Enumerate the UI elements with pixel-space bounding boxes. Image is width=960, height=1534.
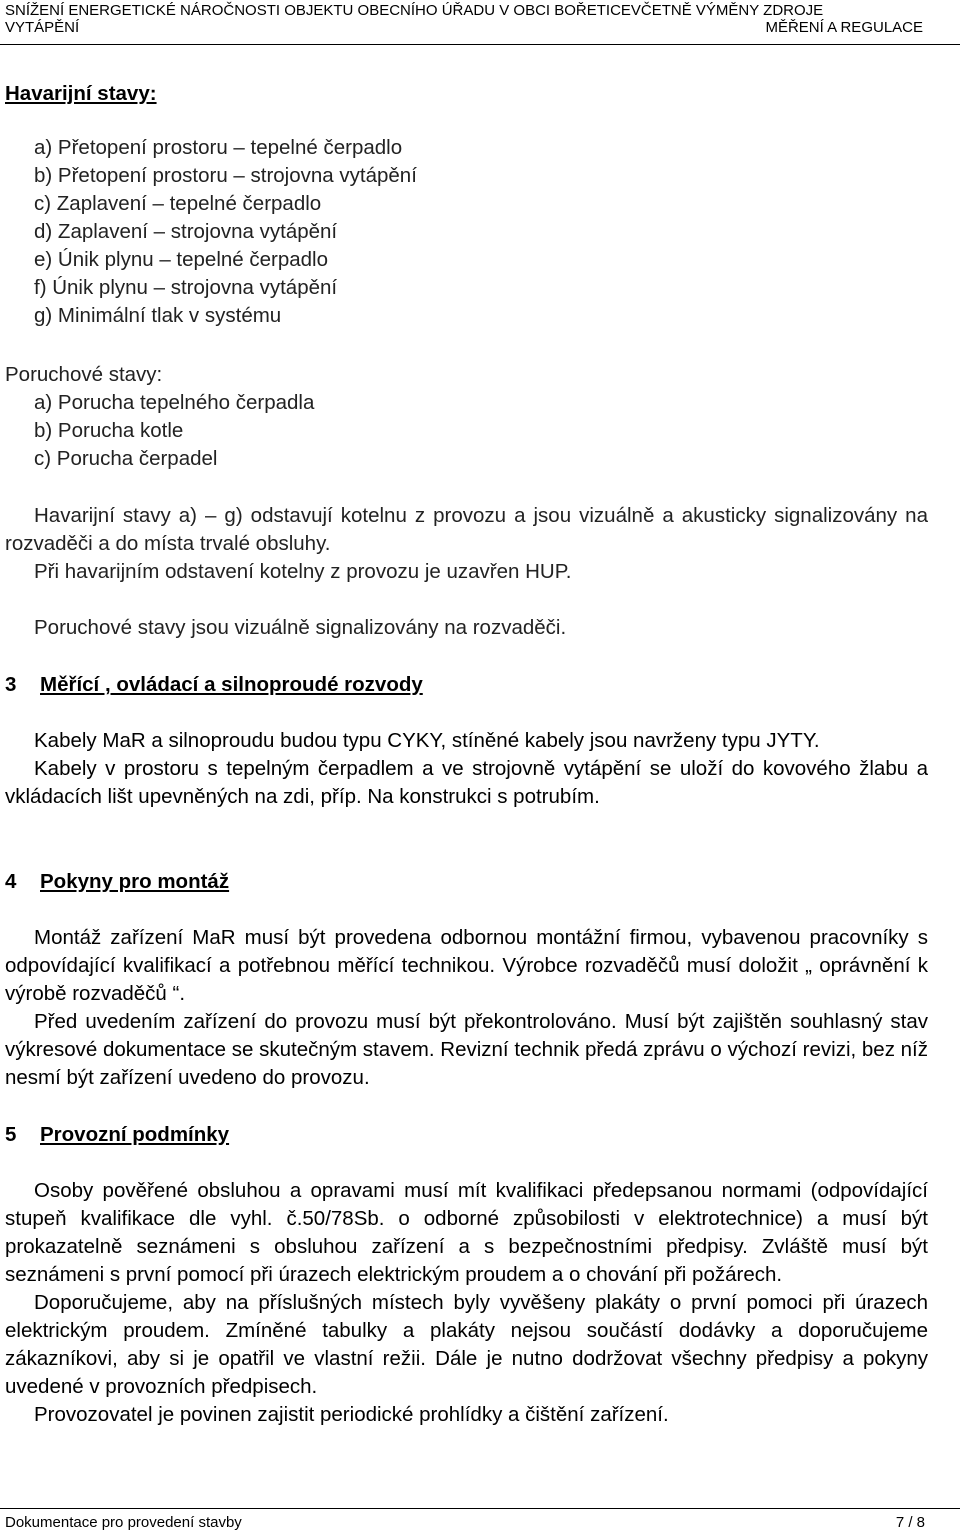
paragraph: Osoby pověřené obsluhou a opravami musí mít kvalifikaci předepsanou normami (odpovídající stupeň kvalifikace dle vyhl. č.50/78Sb. o odborné způsobilosti v elektrotechnice) a musí být prokazatelně seznámeni s obsluhou zařízení a s bezpečnostními předpisy. Zvláště musí být seznámeni s první pomocí při úrazech elektrickým proudem a o chování při požárech. [5,1179,928,1286]
section-title: Provozní podmínky [40,1123,230,1146]
paragraph: Doporučujeme, aby na příslušných místech byly vyvěšeny plakáty o první pomoci při úrazech elektrickým proudem. Zmíněné tabulky a plakáty nejsou součástí dodávky a doporučujeme zákazníkovi, aby si je opatřil ve vlastní režii. Dále je nutno dodržovat všechny předpisy a pokyny uvedené v provozních předpisech. [5,1291,928,1398]
footer-divider [0,1508,960,1509]
footer-document-label: Dokumentace pro provedení stavby [5,1514,242,1531]
header-title-line1: SNÍŽENÍ ENERGETICKÉ NÁROČNOSTI OBJEKTU OBECNÍHO ÚŘADU V OBCI BOŘETICEVČETNĚ VÝMĚNY ZDROJE [5,2,824,19]
paragraph: Při havarijním odstavení kotelny z provozu je uzavřen HUP. [34,560,572,583]
page-number: 7 / 8 [895,1514,925,1531]
list-item: c) Zaplavení – tepelné čerpadlo [34,192,322,215]
section-number: 5 [5,1123,17,1146]
paragraph: Před uvedením zařízení do provozu musí být překontrolováno. Musí být zajištěn souhlasný stav výkresové dokumentace se skutečným stavem. Revizní technik předá zprávu o výchozí revizi, bez níž nesmí být zařízení uvedeno do provozu. [5,1010,928,1089]
section-4-body [5,924,928,1092]
section-number: 4 [5,870,17,893]
paragraph: Provozovatel je povinen zajistit periodické prohlídky a čištění zařízení. [34,1403,669,1426]
list-item: g) Minimální tlak v systému [34,304,282,327]
header-section-label: MĚŘENÍ A REGULACE [765,19,923,36]
section-4-heading [5,868,230,896]
paragraph: Kabely v prostoru s tepelným čerpadlem a ve strojovně vytápění se uloží do kovového žlabu a vkládacích lišt upevněných na zdi, příp. Na konstrukci s potrubím. [5,757,928,808]
list-item: b) Porucha kotle [34,419,184,442]
section-5-heading [5,1121,230,1149]
havarijni-list [34,134,417,330]
section-3-body [5,727,928,811]
header-divider [0,44,960,45]
list-item: f) Únik plynu – strojovna vytápění [34,276,338,299]
poruchove-heading: Poruchové stavy: [5,363,163,386]
paragraph: Havarijní stavy a) – g) odstavují kotelnu z provozu a jsou vizuálně a akusticky signalizovány na rozvaděči a do místa trvalé obsluhy. [5,504,928,555]
list-item: e) Únik plynu – tepelné čerpadlo [34,248,329,271]
paragraph: Montáž zařízení MaR musí být provedena odbornou montážní firmou, vybavenou pracovníky s odpovídající kvalifikací a potřebnou měřící technikou. Výrobce rozvaděčů musí doložit „ oprávnění k výrobě rozvaděčů “. [5,926,928,1005]
list-item: a) Přetopení prostoru – tepelné čerpadlo [34,136,403,159]
list-item: a) Porucha tepelného čerpadla [34,391,315,414]
section-number: 3 [5,673,17,696]
list-item: b) Přetopení prostoru – strojovna vytápění [34,164,417,187]
section-3-heading [5,671,423,699]
section-title: Pokyny pro montáž [40,870,230,893]
section-5-body [5,1177,928,1429]
list-item: d) Zaplavení – strojovna vytápění [34,220,338,243]
stavy-paragraph [5,502,928,586]
page-header [5,2,930,36]
poruchove-list [34,389,314,473]
section-title: Měřící , ovládací a silnoproudé rozvody [40,673,423,696]
paragraph: Poruchové stavy jsou vizuálně signalizovány na rozvaděči. [34,616,567,639]
havarijni-heading: Havarijní stavy: [5,82,157,105]
paragraph: Kabely MaR a silnoproudu budou typu CYKY, stíněné kabely jsou navrženy typu JYTY. [34,729,820,752]
list-item: c) Porucha čerpadel [34,447,218,470]
header-title-line2: VYTÁPĚNÍ [5,19,80,36]
